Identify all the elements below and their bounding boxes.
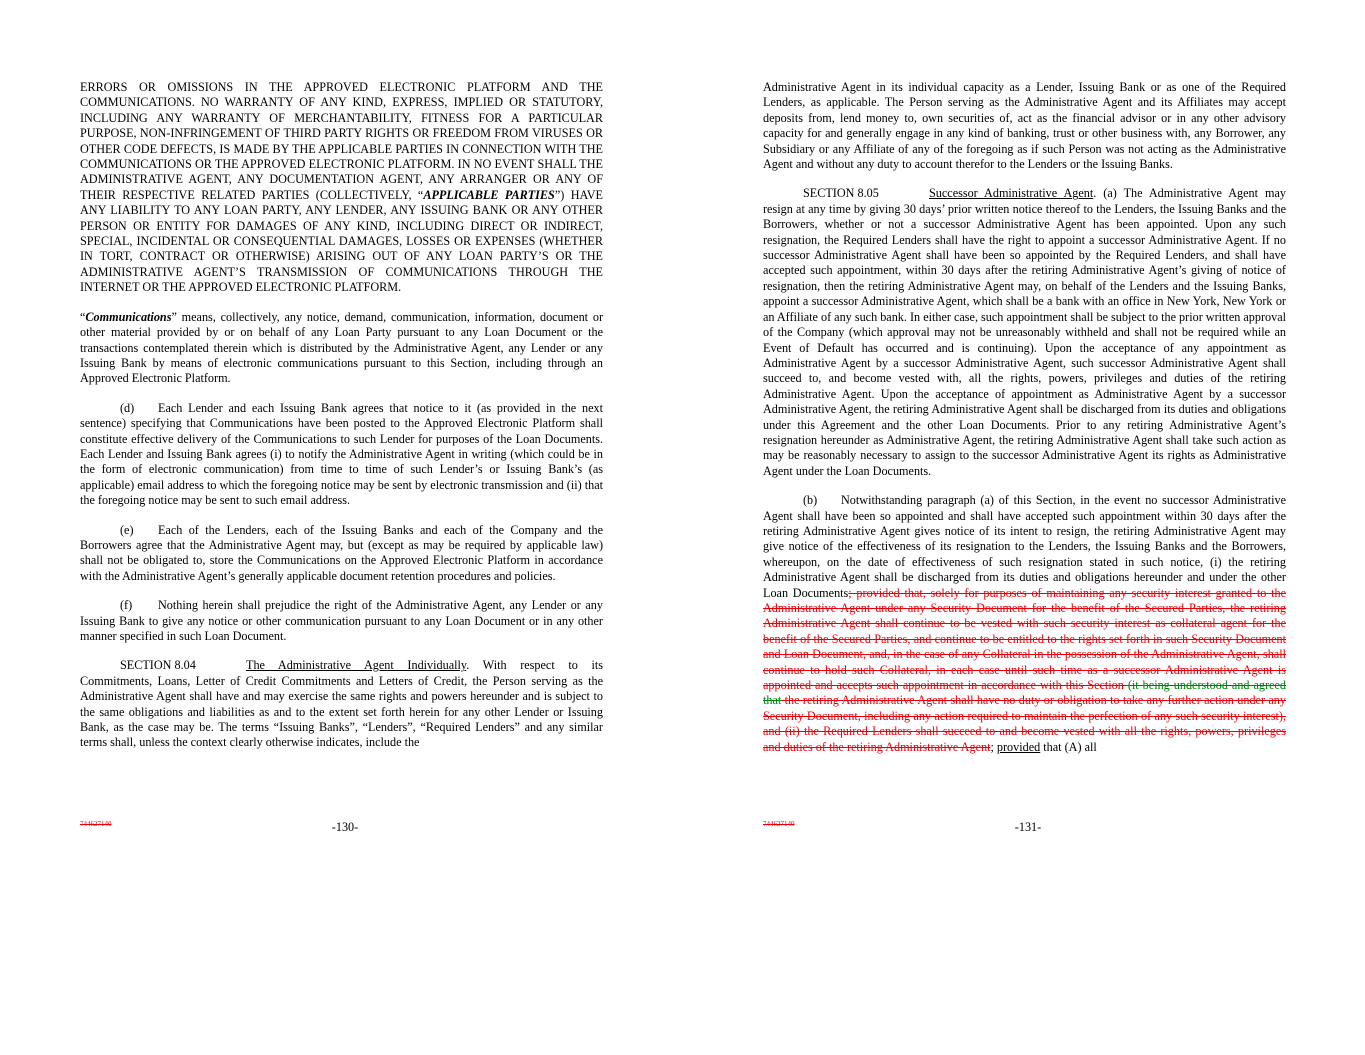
- section-number: SECTION 8.04: [120, 658, 196, 673]
- clause-f: [80, 598, 603, 644]
- page-number: -131-: [1014, 820, 1042, 834]
- open-quote: “: [80, 309, 86, 324]
- deleted-text: the retiring Administrative Agent shall have no duty or obligation to take any further action under any Security Document, including any action required to maintain the perfection of any such security interest), and (ii) the Required Lenders shall succeed to and become vested with all the rights, powers, privileges and duties of the retiring Administrative Agent: [763, 693, 1286, 754]
- clause-text: Nothing herein shall prejudice the right of the Administrative Agent, any Lender or any Issuing Bank to give any notice or other communication pursuant to any Loan Document or in any other manner specified in such Loan Document.: [80, 598, 603, 643]
- clause-text: that (A) all: [1040, 739, 1097, 754]
- document-id: 744627140: [763, 820, 795, 828]
- defined-term-communications: Communications: [85, 309, 172, 324]
- right-page-footer: [763, 818, 1286, 838]
- clause-b: [763, 493, 1286, 755]
- disclaimer-text: ERRORS OR OMISSIONS IN THE APPROVED ELECTRONIC PLATFORM AND THE COMMUNICATIONS. NO WARRANTY OF ANY KIND, EXPRESS, IMPLIED OR STATUTORY, INCLUDING ANY WARRANTY OF MERCHANTABILITY, FITNESS FOR A PARTICULAR PURPOSE, NON-INFRINGEMENT OF THIRD PARTY RIGHTS OR FREEDOM FROM VIRUSES OR OTHER CODE DEFECTS, IS MADE BY THE APPLICABLE PARTIES IN CONNECTION WITH THE COMMUNICATIONS OR THE APPROVED ELECTRONIC PLATFORM. IN NO EVENT SHALL THE ADMINISTRATIVE AGENT, ANY DOCUMENTATION AGENT, ANY ARRANGER OR ANY OF THEIR RESPECTIVE RELATED PARTIES (COLLECTIVELY, “: [80, 80, 603, 202]
- disclaimer-text-continued: ”) HAVE ANY LIABILITY TO ANY LOAN PARTY, ANY LENDER, ANY ISSUING BANK OR ANY OTHER PERSON OR ENTITY FOR DAMAGES OF ANY KIND, INCLUDING DIRECT OR INDIRECT, SPECIAL, INCIDENTAL OR CONSEQUENTIAL DAMAGES, LOSSES OR EXPENSES (WHETHER IN TORT, CONTRACT OR OTHERWISE) ARISING OUT OF ANY LOAN PARTY’S OR THE ADMINISTRATIVE AGENT’S TRANSMISSION OF COMMUNICATIONS THROUGH THE INTERNET OR THE APPROVED ELECTRONIC PLATFORM.: [80, 187, 604, 295]
- moved-deleted-text: (it being understood and agreed that: [763, 678, 1286, 708]
- section-8-04: [80, 658, 603, 750]
- clause-label: (d): [120, 400, 135, 415]
- right-page: [763, 80, 1286, 769]
- definition-text: ” means, collectively, any notice, demand, communication, information, document or other material provided by or on behalf of any Loan Party pursuant to any Loan Document or the transactions contemplated therein which is distributed by the Administrative Agent, any Lender or any Issuing Bank by means of electronic communications pursuant to this Section, including through an Approved Electronic Platform.: [80, 309, 603, 386]
- section-8-05: [763, 186, 1286, 479]
- clause-text: Each of the Lenders, each of the Issuing Banks and each of the Company and the Borrowers agree that the Administrative Agent may, but (except as may be required by applicable law) shall not be obligated to, store the Communications on the Approved Electronic Platform in accordance with the Administrative Agent’s generally applicable document retention procedures and policies.: [80, 522, 603, 583]
- communications-definition: [80, 310, 603, 387]
- left-page: [80, 80, 603, 765]
- deleted-text: ; provided that, solely for purposes of maintaining any security interest granted to the Administrative Agent under any Security Document for the benefit of the Secured Parties, the retiring Administrative Agent shall continue to be vested with such security interest as collateral agent for the benefit of the Secured Parties, and continue to be entitled to the rights set forth in such Security Document and Loan Document, and, in the case of any Collateral in the possession of the Administrative Agent, shall continue to hold such Collateral, in each case until such time as a successor Administrative Agent is appointed and accepts such appointment in accordance with this Section: [763, 585, 1286, 693]
- clause-text: Notwithstanding paragraph (a) of this Section, in the event no successor Administrative Agent shall have been so appointed and shall have accepted such appointment within 30 days after the retiring Administrative Agent gives notice of its intent to resign, the retiring Administrative Agent may give notice of the effectiveness of its resignation to the Lenders, the Issuing Banks and the Borrowers, whereupon, on the date of effectiveness of such resignation stated in such notice, (i) the retiring Administrative Agent shall be discharged from its duties and obligations hereunder and under the other Loan Documents: [763, 493, 1286, 600]
- continuation-paragraph: [763, 80, 1286, 172]
- clause-label: (f): [120, 598, 133, 613]
- clause-text: ;: [990, 739, 997, 754]
- defined-term-applicable-parties: APPLICABLE PARTIES: [423, 187, 555, 202]
- clause-text: Each Lender and each Issuing Bank agrees that notice to it (as provided in the next sentence) specifying that Communications have been posted to the Approved Electronic Platform shall constitute effective delivery of the Communications to such Lender for purposes of the Loan Documents. Each Lender and Issuing Bank agrees (i) to notify the Administrative Agent in writing (which could be in the form of electronic communication) from time to time of such Lender’s or Issuing Bank’s (as applicable) email address to which the foregoing notice may be sent by electronic transmission and (ii) that the foregoing notice may be sent to such email address.: [80, 400, 603, 508]
- section-heading: Successor Administrative Agent: [929, 186, 1094, 201]
- clause-d: [80, 401, 603, 509]
- paragraph-text: Administrative Agent in its individual capacity as a Lender, Issuing Bank or as one of the Required Lenders, as applicable. The Person serving as the Administrative Agent and its Affiliates may accept deposits from, lend money to, own securities of, act as the financial advisor or in any other advisory capacity for and generally engage in any kind of banking, trust or other business with, any Borrower, any Subsidiary or any Affiliate of any of the foregoing as if such Person was not acting as the Administrative Agent and without any duty to account therefor to the Lenders or the Issuing Banks.: [763, 80, 1286, 172]
- section-text: . (a) The Administrative Agent may resign at any time by giving 30 days’ prior written notice thereof to the Lenders, the Issuing Banks and the Borrowers, whether or not a successor Administrative Agent has been appointed. Upon any such resignation, the Required Lenders shall have the right to appoint a successor Administrative Agent. If no successor Administrative Agent shall have been so appointed by the Required Lenders, and shall have accepted such appointment, within 30 days after the retiring Administrative Agent’s giving of notice of resignation, then the retiring Administrative Agent may, on behalf of the Lenders and the Issuing Banks, appoint a successor Administrative Agent, which shall be a bank with an office in New York, New York or an Affiliate of any such bank. In either case, such appointment shall be subject to the prior written approval of the Company (which approval may not be unreasonably withheld and shall not be required while an Event of Default has occurred and is continuing). Upon the acceptance of any appointment as Administrative Agent by a successor Administrative Agent, such successor Administrative Agent shall succeed to, and become vested with, all the rights, powers, privileges and duties of the retiring Administrative Agent. Upon the acceptance of appointment as Administrative Agent by a successor Administrative Agent, the retiring Administrative Agent shall be discharged from its duties and obligations under this Agreement and the other Loan Documents. Prior to any retiring Administrative Agent’s resignation hereunder as Administrative Agent, the retiring Administrative Agent shall take such action as may be reasonably necessary to assign to the successor Administrative Agent its rights as Administrative Agent under the Loan Documents.: [763, 186, 1287, 478]
- section-text: . With respect to its Commitments, Loans, Letter of Credit Commitments and Letters of Credit, the Person serving as the Administrative Agent shall have and may exercise the same rights and powers hereunder and is subject to the same obligations and liabilities as and to the extent set forth herein for any other Lender or Issuing Bank, as the case may be. The terms “Issuing Banks”, “Lenders”, “Required Lenders” and any similar terms shall, unless the context clearly otherwise indicates, include the: [80, 658, 603, 750]
- section-heading: The Administrative Agent Individually: [246, 658, 467, 673]
- document-id: 744627140: [80, 820, 112, 828]
- disclaimer-paragraph: [80, 80, 603, 296]
- provided-term: provided: [996, 739, 1041, 754]
- left-page-footer: [80, 818, 603, 838]
- section-number: SECTION 8.05: [803, 186, 879, 201]
- clause-label: (e): [120, 522, 134, 537]
- clause-label: (b): [803, 493, 818, 508]
- page-number: -130-: [331, 820, 359, 834]
- clause-e: [80, 523, 603, 585]
